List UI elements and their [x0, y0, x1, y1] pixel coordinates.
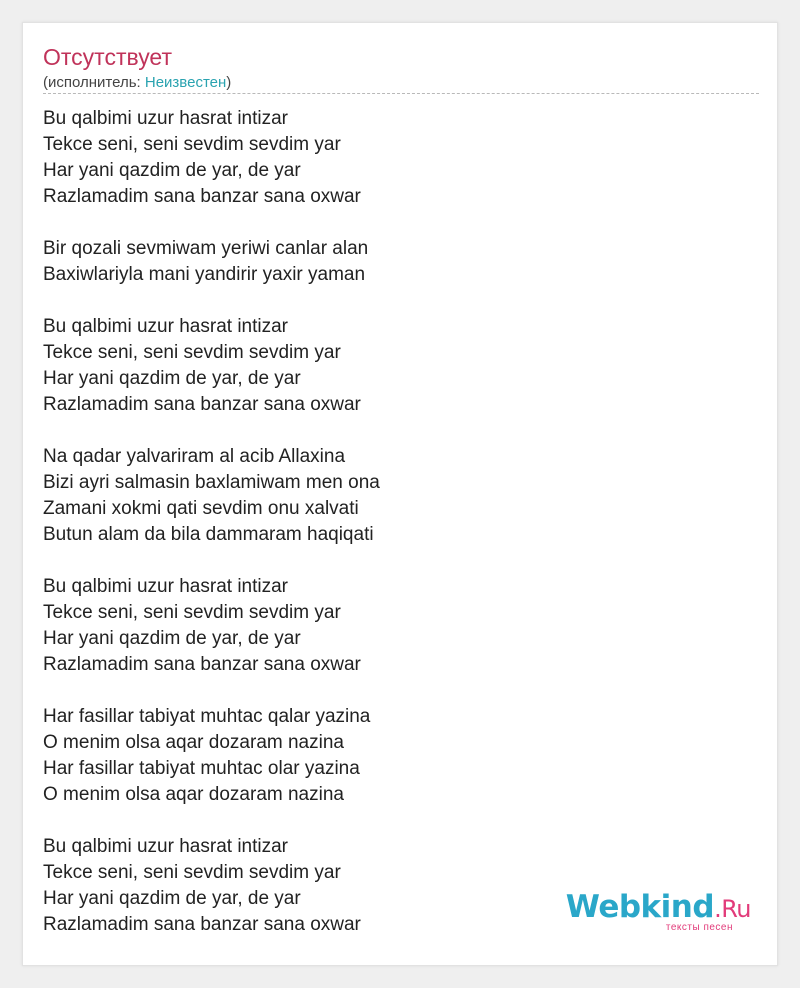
artist-link[interactable]: Неизвестен: [144, 74, 227, 91]
lyric-line: O menim olsa aqar dozaram nazina: [43, 732, 344, 753]
lyrics-stanza: [43, 704, 380, 808]
lyric-line: Tekce seni, seni sevdim sevdim yar: [43, 602, 341, 623]
lyric-line: Har fasillar tabiyat muhtac olar yazina: [43, 758, 360, 779]
lyric-line: Bizi ayri salmasin baxlamiwam men ona: [43, 472, 380, 493]
lyric-line: Razlamadim sana banzar sana oxwar: [43, 186, 361, 207]
title-divider: [43, 93, 759, 94]
lyric-line: Bu qalbimi uzur hasrat intizar: [43, 576, 288, 597]
lyrics-card: [22, 22, 778, 966]
artist-line: [43, 73, 231, 93]
lyric-line: Butun alam da bila dammaram haqiqati: [43, 524, 374, 545]
lyric-line: Har yani qazdim de yar, de yar: [43, 888, 301, 909]
logo-tld: .Ru: [714, 895, 751, 923]
lyrics-stanza: [43, 834, 380, 938]
artist-suffix: ): [226, 74, 232, 91]
lyric-line: Bu qalbimi uzur hasrat intizar: [43, 836, 288, 857]
lyrics-stanza: [43, 106, 380, 210]
logo-wordmark: [566, 890, 751, 926]
lyric-line: Razlamadim sana banzar sana oxwar: [43, 914, 361, 935]
lyric-line: Bu qalbimi uzur hasrat intizar: [43, 316, 288, 337]
logo-tagline: тексты песен: [665, 922, 733, 933]
lyrics-body: [43, 106, 380, 938]
lyric-line: Baxiwlariyla mani yandirir yaxir yaman: [43, 264, 366, 285]
logo-name: Webkind: [565, 889, 715, 925]
lyrics-stanza: [43, 236, 380, 288]
lyric-line: Na qadar yalvariram al acib Allaxina: [43, 446, 346, 467]
artist-prefix: (исполнитель:: [43, 74, 145, 91]
lyric-line: Bu qalbimi uzur hasrat intizar: [43, 108, 288, 129]
lyric-line: Bir qozali sevmiwam yeriwi canlar alan: [43, 238, 369, 259]
song-title: Отсутствует: [43, 44, 172, 70]
lyrics-stanza: [43, 314, 380, 418]
lyric-line: Tekce seni, seni sevdim sevdim yar: [43, 862, 341, 883]
lyric-line: Razlamadim sana banzar sana oxwar: [43, 394, 361, 415]
lyric-line: Tekce seni, seni sevdim sevdim yar: [43, 134, 341, 155]
lyric-line: O menim olsa aqar dozaram nazina: [43, 784, 344, 805]
lyric-line: Har yani qazdim de yar, de yar: [43, 628, 301, 649]
lyric-line: Har yani qazdim de yar, de yar: [43, 160, 301, 181]
lyric-line: Razlamadim sana banzar sana oxwar: [43, 654, 361, 675]
lyrics-stanza: [43, 444, 380, 548]
lyric-line: Har yani qazdim de yar, de yar: [43, 368, 301, 389]
lyric-line: Har fasillar tabiyat muhtac qalar yazina: [43, 706, 371, 727]
brand-logo[interactable]: [566, 890, 751, 933]
lyrics-stanza: [43, 574, 380, 678]
lyric-line: Tekce seni, seni sevdim sevdim yar: [43, 342, 341, 363]
lyric-line: Zamani xokmi qati sevdim onu xalvati: [43, 498, 359, 519]
